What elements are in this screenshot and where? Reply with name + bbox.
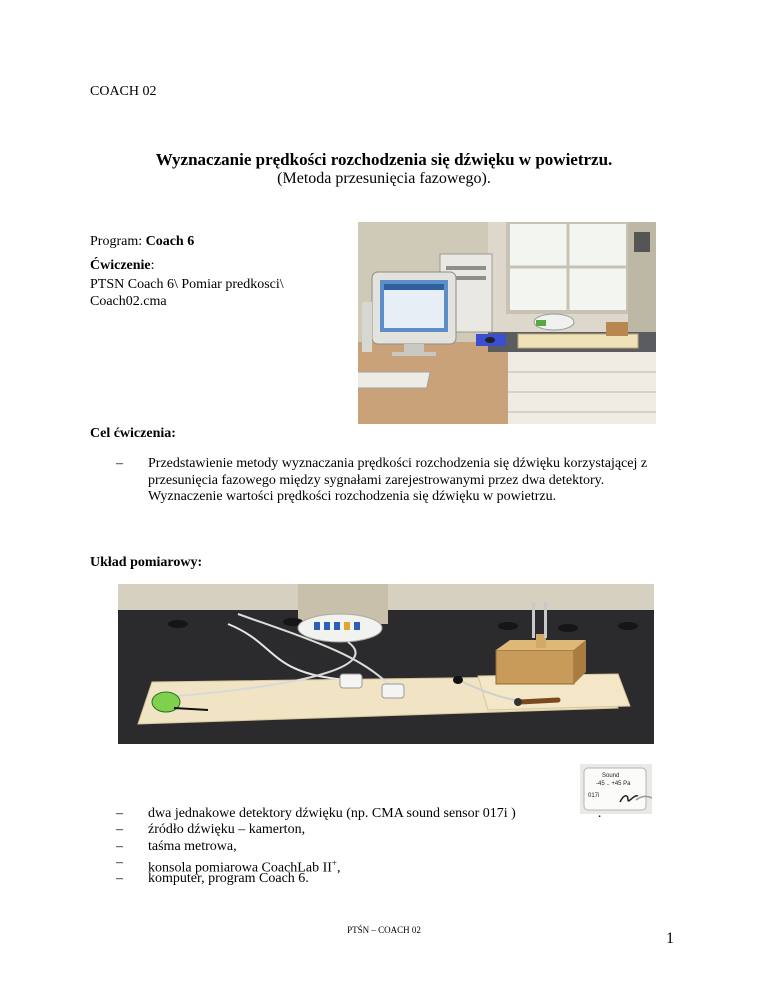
setup-heading: Układ pomiarowy: [90, 555, 203, 570]
program-line [90, 234, 194, 250]
exercise-path-line-1: PTSN Coach 6\ Pomiar predkosci\ [90, 277, 284, 292]
sensor-label-line-1: Sound [602, 773, 620, 779]
document-subtitle: (Metoda przesunięcia fazowego). [277, 170, 491, 187]
sensor-label-line-3: 017i [588, 793, 600, 799]
exercise-label-line [90, 258, 155, 274]
page-footer: PTŚN – COACH 02 [347, 925, 421, 935]
list-dash: – [116, 871, 123, 887]
list-item-text: komputer, program Coach 6. [148, 871, 309, 887]
list-item-text [148, 806, 601, 822]
list-dash: – [116, 822, 123, 838]
goal-heading: Cel ćwiczenia: [90, 426, 176, 441]
program-value: Coach 6 [145, 234, 195, 249]
goal-text: Przedstawienie metody wyznaczania prędkości rozchodzenia się dźwięku korzystającej z przesunięcia fazowego między sygnałami zarejestrowanymi przez dwa detektory. Wyznaczenie wartości prędkości rozchodzenia się dźwięku w powietrzu. [148, 456, 648, 504]
program-label: Program: [90, 234, 146, 249]
page-number: 1 [666, 930, 674, 947]
list-item-text: źródło dźwięku – kamerton, [148, 822, 306, 838]
header-code: COACH 02 [90, 84, 157, 99]
list-dash: – [116, 838, 123, 854]
exercise-path-line-2: Coach02.cma [90, 294, 167, 309]
exercise-label: Ćwiczenie [90, 258, 151, 273]
document-title: Wyznaczanie prędkości rozchodzenia się dźwięku w powietrzu. [155, 150, 613, 169]
lab-computer-photo [358, 222, 656, 424]
exercise-colon: : [150, 258, 155, 273]
list-dash: – [116, 806, 123, 821]
list-item-4-sup: + [331, 857, 337, 868]
list-dash: – [116, 456, 123, 471]
exercise-path [90, 276, 284, 310]
list-item-1-text: dwa jednakowe detektory dźwięku (np. CMA sound sensor 017i ) [148, 806, 516, 821]
setup-photo [118, 584, 654, 744]
list-item-4-tail: , [336, 860, 341, 876]
list-item-4-text: konsola pomiarowa CoachLab II [148, 860, 332, 876]
sensor-label-line-2: -45 .. +45 Pa [596, 781, 631, 787]
list-item-text: taśma metrowa, [148, 838, 237, 854]
list-dash: – [116, 854, 123, 870]
list-item-1-tail: . [597, 806, 602, 821]
